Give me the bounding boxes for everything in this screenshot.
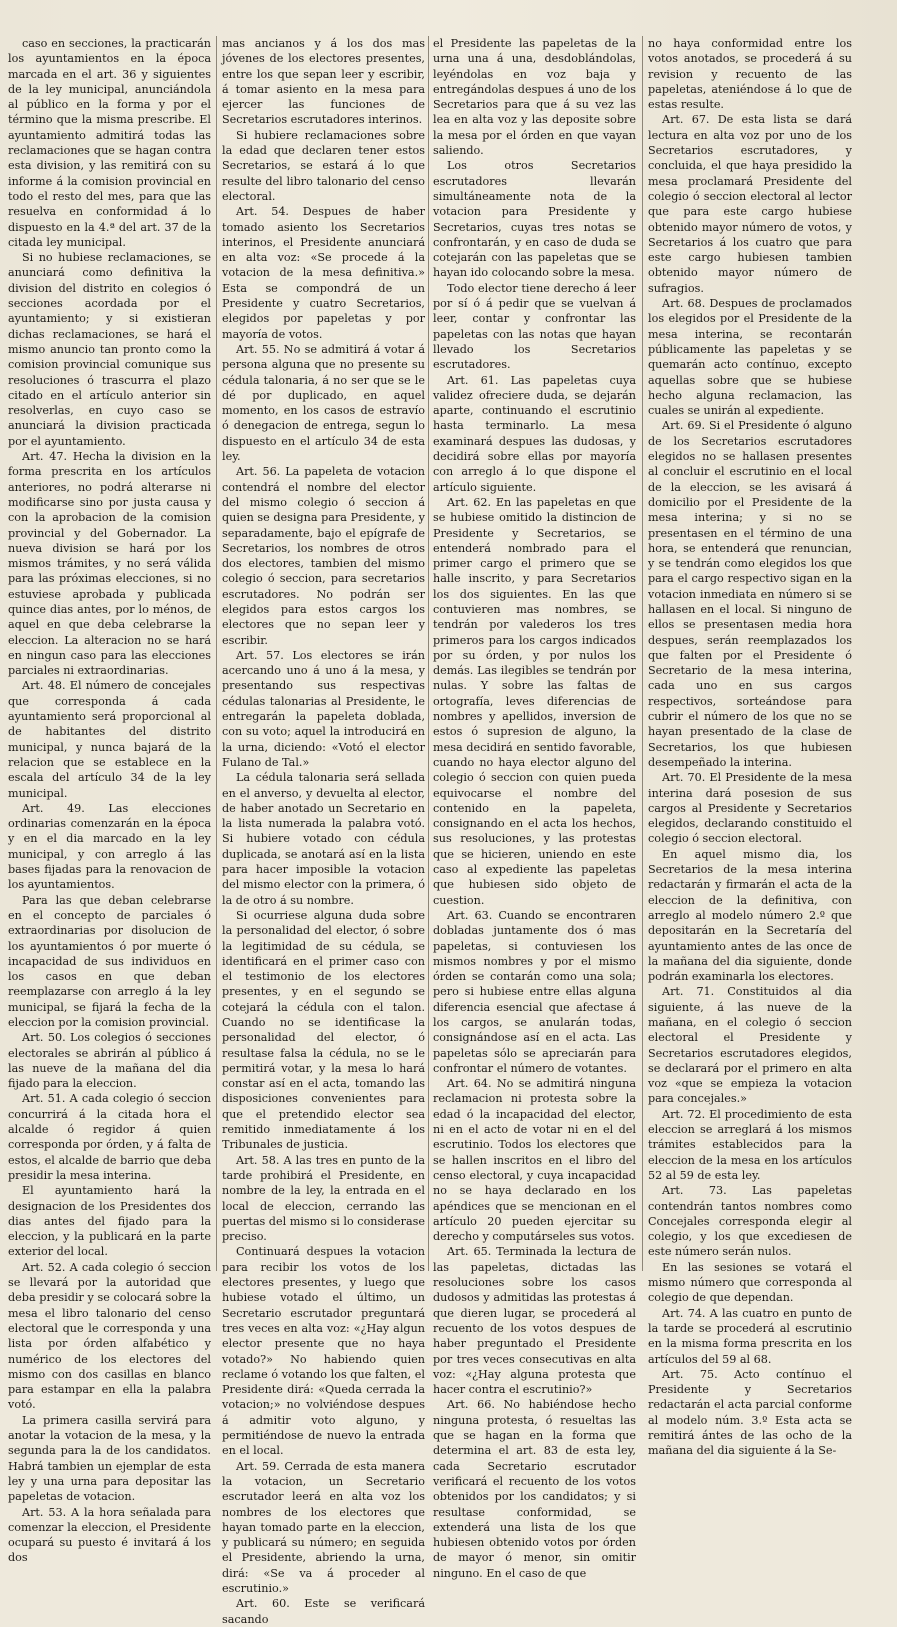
paragraph: no haya conformidad entre los votos anotados, se procederá á su revision y recuento de las papeletas, ateniéndose á lo que de estas resulte. (648, 37, 852, 112)
article-paragraph: Art. 51. A cada colegio ó seccion concurrirá á la citada hora el alcalde ó regidor á quien corresponda por órden, y á falta de estos, el alcalde de barrio que deba presidir la mesa interina. (8, 1092, 211, 1182)
article-paragraph: Art. 72. El procedimiento de esta eleccion se arreglará á los mismos trámites establecidos para la eleccion de la mesa en los artículos 52 al 59 de esta ley. (648, 1107, 852, 1182)
article-paragraph: Art. 64. No se admitirá ninguna reclamacion ni protesta sobre la edad ó la incapacidad del elector, ni en el acto de votar ni en el del escrutinio. Todos los electores que se hallen inscritos en el libro del censo electoral, y cuya incapacidad no se haya declarado en los apéndices que se mencionan en el artículo 20 pueden ejercitar su derecho y computárseles sus votos. (433, 1077, 636, 1244)
column-rule (642, 36, 643, 1271)
column-rule (216, 36, 217, 1271)
paragraph: Todo elector tiene derecho á leer por sí ó á pedir que se vuelvan á leer, contar y confrontar las papeletas con las notas que hayan llevado los Secretarios escrutadores. (433, 281, 636, 372)
article-paragraph: Art. 59. Cerrada de esta manera la votacion, un Secretario escrutador leerá en alta voz los nombres de los electores que hayan tomado parte en la eleccion, y publicará su número; en seguida el Presidente, abriendo la urna, dirá: «Se va á proceder al escrutinio.» (222, 1459, 425, 1595)
article-paragraph: Art. 70. El Presidente de la mesa interina dará posesion de sus cargos al Presidente y Secretarios elegidos, declarando constituido el colegio ó seccion electoral. (648, 771, 852, 846)
article-paragraph: Art. 67. De esta lista se dará lectura en alta voz por uno de los Secretarios escrutadores, y concluida, el que haya presidido la mesa proclamará Presidente del colegio ó seccion electoral al lector que para este cargo hubiese obtenido mayor número de votos, y Secretarios á los cuatro que para este cargo hubiesen tambien obtenido mayor número de sufragios. (648, 113, 852, 295)
article-paragraph: Art. 56. La papeleta de votacion contendrá el nombre del elector del mismo colegio ó seccion á quien se designa para Presidente, y separadamente, bajo el epígrafe de Secretarios, los nombres de otros dos electores, tambien del mismo colegio ó seccion, para secretarios escrutadores. No podrán ser elegidos para estos cargos los electores que no sepan leer y escribir. (222, 465, 425, 647)
article-paragraph: Art. 49. Las elecciones ordinarias comenzarán en la época y en el dia marcado en la ley municipal, y con arreglo á las bases fijadas para la renovacion de los ayuntamientos. (8, 801, 211, 892)
article-paragraph: Art. 58. A las tres en punto de la tarde prohibirá el Presidente, en nombre de la ley, la entrada en el local de eleccion, cerrando las puertas del mismo si lo considerase preciso. (222, 1153, 425, 1244)
article-paragraph: Art. 47. Hecha la division en la forma prescrita en los artículos anteriores, no podrá alterarse ni modificarse sino por justa causa y con la aprobacion de la comision provincial y del Gobernador. La nueva division se hará por los mismos trámites, y no será válida para las próximas elecciones, si no estuviese aprobada y publicada quince dias antes, por lo ménos, de aquel en que deba celebrarse la eleccion. La alteracion no se hará en ningun caso para las elecciones parciales ni extraordinarias. (8, 450, 211, 678)
text-column-1 (8, 36, 211, 1565)
paragraph: Para las que deban celebrarse en el concepto de parciales ó extraordinarias por disolucion de los ayuntamientos ó por muerte ó incapacidad de sus individuos en los casos en que deban reemplazarse con arreglo á la ley municipal, se fijará la fecha de la eleccion por la comision provincial. (8, 893, 211, 1029)
paragraph: Si hubiere reclamaciones sobre la edad que declaren tener estos Secretarios, se estará á lo que resulte del libro talonario del censo electoral. (222, 128, 425, 203)
article-paragraph: Art. 62. En las papeletas en que se hubiese omitido la distincion de Presidente y Secretarios, se entenderá nombrado para el primer cargo el primero que se halle inscrito, y para Secretarios los dos siguientes. En las que contuvieren mas nombres, se tendrán por valederos los tres primeros para los cargos indicados por su órden, y por nulos los demás. Las ilegibles se tendrán por nulas. Y sobre las faltas de ortografía, leves diferencias de nombres y apellidos, inversion de estos ó supresion de alguno, la mesa decidirá en sentido favorable, cuando no haya elector alguno del colegio ó seccion con quien pueda equivocarse el nombre del contenido en la papeleta, consignando en el acta los hechos, sus resoluciones, y las protestas que se hicieren, uniendo en este caso al expediente las papeletas que hubiesen sido objeto de cuestion. (433, 495, 636, 907)
column-rule (428, 36, 429, 1271)
article-paragraph: Art. 54. Despues de haber tomado asiento los Secretarios interinos, el Presidente anunciará en alta voz: «Se procede á la votacion de la mesa definitiva.» Esta se compondrá de un Presidente y cuatro Secretarios, elegidos por papeletas y por mayoría de votos. (222, 205, 425, 341)
paragraph: caso en secciones, la practicarán los ayuntamientos en la época marcada en el art. 36 y siguientes de la ley municipal, anunciándola al público en la forma y por el término que la misma prescribe. El ayuntamiento admitirá todas las reclamaciones que se hagan contra esta division, y las remitirá con su informe á la comision provincial en todo el resto del mes, para que las resuelva en conformidad á lo dispuesto en la 4.ª del art. 37 de la citada ley municipal. (8, 37, 211, 249)
paragraph: En las sesiones se votará el mismo número que corresponda al colegio de que dependan. (648, 1260, 852, 1305)
paragraph: Si ocurriese alguna duda sobre la personalidad del elector, ó sobre la legitimidad de su cédula, se identificará en el primer caso con el testimonio de los electores presentes, y en el segundo se cotejará la cédula con el talon. Cuando no se identificase la personalidad del elector, ó resultase falsa la cédula, no se le permitirá votar, y la mesa lo hará constar así en el acta, tomando las disposiciones convenientes para que el pretendido elector sea remitido inmediatamente á los Tribunales de justicia. (222, 908, 425, 1152)
article-paragraph: Art. 53. A la hora señalada para comenzar la eleccion, el Presidente ocupará su puesto é invitará á los dos (8, 1505, 211, 1565)
paragraph: mas ancianos y á los dos mas jóvenes de los electores presentes, entre los que sepan leer y escribir, á tomar asiento en la mesa para ejercer las funciones de Secretarios escrutadores interinos. (222, 37, 425, 127)
paragraph: Continuará despues la votacion para recibir los votos de los electores presentes, y luego que hubiese votado el último, un Secretario escrutador preguntará tres veces en alta voz: «¿Hay algun elector presente que no haya votado?» No habiendo quien reclame ó votando los que falten, el Presidente dirá: «Queda cerrada la votacion;» no volviéndose despues á admitir voto alguno, y permitiéndose de nuevo la entrada en el local. (222, 1245, 425, 1458)
article-paragraph: Art. 60. Este se verificará sacando (222, 1597, 425, 1626)
article-paragraph: Art. 55. No se admitirá á votar á persona alguna que no presente su cédula talonaria, á no ser que se le dé por duplicado, en aquel momento, en los casos de estravío ó denegacion de entrega, segun lo dispuesto en el artículo 34 de esta ley. (222, 342, 425, 464)
article-paragraph: Art. 68. Despues de proclamados los elegidos por el Presidente de la mesa interina, se recontarán públicamente las papeletas y se quemarán acto contínuo, excepto aquellas sobre que se hubiese hecho alguna reclamacion, las cuales se unirán al expediente. (648, 297, 852, 418)
article-paragraph: Art. 50. Los colegios ó secciones electorales se abrirán al público á las nueve de la mañana del dia fijado para la eleccion. (8, 1031, 211, 1091)
paragraph: La cédula talonaria será sellada en el anverso, y devuelta al elector, de haber anotado un Secretario en la lista numerada la palabra votó. Si hubiere votado con cédula duplicada, se anotará así en la lista para hacer imposible la votacion del mismo elector con la primera, ó la de otro á su nombre. (222, 771, 425, 907)
text-column-3 (433, 36, 636, 1580)
paragraph: Si no hubiese reclamaciones, se anunciará como definitiva la division del distrito en colegios ó secciones acordada por el ayuntamiento; y si existieran dichas reclamaciones, se hará el mismo anuncio tan pronto como la comision provincial comunique sus resoluciones ó trascurra el plazo citado en el artículo anterior sin resolverlas, en cuyo caso se anunciará la division practicada por el ayuntamiento. (8, 251, 211, 448)
paragraph: En aquel mismo dia, los Secretarios de la mesa interina redactarán y firmarán el acta de la eleccion de la definitiva, con arreglo al modelo número 2.º que depositarán en la Secretaría del ayuntamiento antes de las once de la mañana del dia siguiente, donde podrán examinarla los electores. (648, 847, 852, 984)
paragraph: La primera casilla servirá para anotar la votacion de la mesa, y la segunda para la de los candidatos. Habrá tambien un ejemplar de esta ley y una urna para depositar las papeletas de votacion. (8, 1413, 211, 1504)
article-paragraph: Art. 75. Acto contínuo el Presidente y Secretarios redactarán el acta parcial conforme al modelo núm. 3.º Esta acta se remitirá ántes de las ocho de la mañana del dia siguiente á la Se- (648, 1367, 852, 1458)
article-paragraph: Art. 48. El número de concejales que corresponda á cada ayuntamiento será proporcional al de habitantes del distrito municipal, y nunca bajará de la relacion que se establece en la escala del artículo 34 de la ley municipal. (8, 679, 211, 800)
article-paragraph: Art. 71. Constituidos al dia siguiente, á las nueve de la mañana, en el colegio ó seccion electoral el Presidente y Secretarios escrutadores elegidos, se declarará por el primero en alta voz «que se empieza la votacion para concejales.» (648, 985, 852, 1106)
article-paragraph: Art. 65. Terminada la lectura de las papeletas, dictadas las resoluciones sobre los casos dudosos y admitidas las protestas á que dieren lugar, se procederá al recuento de los votos despues de haber preguntado el Presidente por tres veces consecutivas en alta voz: «¿Hay alguna protesta que hacer contra el escrutinio?» (433, 1245, 636, 1397)
article-paragraph: Art. 66. No habiéndose hecho ninguna protesta, ó resueltas las que se hagan en la forma que determina el art. 83 de esta ley, cada Secretario escrutador verificará el recuento de los votos obtenidos por los candidatos; y si resultase conformidad, se extenderá una lista de los que hubiesen obtenido votos por órden de mayor ó menor, sin omitir ninguno. En el caso de que (433, 1398, 636, 1580)
paragraph: el Presidente las papeletas de la urna una á una, desdoblándolas, leyéndolas en voz baja y entregándolas despues á uno de los Secretarios para que á su vez las lea en alta voz y las deposite sobre la mesa por el órden en que vayan saliendo. (433, 37, 636, 158)
article-paragraph: Art. 57. Los electores se irán acercando uno á uno á la mesa, y presentando sus respectivas cédulas talonarias al Presidente, le entregarán la papeleta doblada, con su voto; aquel la introducirá en la urna, diciendo: «Votó el elector Fulano de Tal.» (222, 648, 425, 769)
paragraph: Los otros Secretarios escrutadores llevarán simultáneamente nota de la votacion para Presidente y Secretarios, cuyas tres notas se confrontarán, y en caso de duda se cotejarán con las papeletas que se hayan ido colocando sobre la mesa. (433, 159, 636, 280)
paragraph: El ayuntamiento hará la designacion de los Presidentes dos dias antes del fijado para la eleccion, y la publicará en la parte exterior del local. (8, 1184, 211, 1259)
article-paragraph: Art. 69. Si el Presidente ó alguno de los Secretarios escrutadores elegidos no se hallasen presentes al concluir el escrutinio en el local de la eleccion, se les avisará á domicilio por el Presidente de la mesa interina; y si no se presentasen en el término de una hora, se entenderá que renuncian, y se tendrán como elegidos los que para el cargo respectivo sigan en la votacion inmediata en número si se hallasen en el local. Si ninguno de ellos se presentasen media hora despues, serán reemplazados los que falten por el Presidente ó Secretario de la mesa interina, cada uno en sus cargos respectivos, sorteándose para cubrir el número de los que no se hayan presentado de la clase de Secretarios, los que hubiesen desempeñado la interina. (648, 419, 852, 769)
text-column-4 (648, 36, 852, 1458)
article-paragraph: Art. 63. Cuando se encontraren dobladas juntamente dos ó mas papeletas, si contuviesen los mismos nombres y por el mismo órden se contarán como una sola; pero si hubiese entre ellas alguna diferencia esencial que afectase á los cargos, se anularán todas, consignándose así en el acta. Las papeletas sólo se apreciarán para confrontar el número de votantes. (433, 908, 636, 1075)
article-paragraph: Art. 74. A las cuatro en punto de la tarde se procederá al escrutinio en la misma forma prescrita en los artículos del 59 al 68. (648, 1306, 852, 1366)
article-paragraph: Art. 73. Las papeletas contendrán tantos nombres como Concejales corresponda elegir al colegio, y los que excediesen de este número serán nulos. (648, 1184, 852, 1259)
text-column-2 (222, 36, 425, 1626)
article-paragraph: Art. 52. A cada colegio ó seccion se llevará por la autoridad que deba presidir y se colocará sobre la mesa el libro talonario del censo electoral que le corresponda y una lista por órden alfabético y numérico de los electores del mismo con dos casillas en blanco para estampar en ella la palabra votó. (8, 1260, 211, 1412)
article-paragraph: Art. 61. Las papeletas cuya validez ofreciere duda, se dejarán aparte, continuando el escrutinio hasta terminarlo. La mesa examinará despues las dudosas, y decidirá sobre ellas por mayoría con arreglo á lo que dispone el artículo siguiente. (433, 373, 636, 494)
